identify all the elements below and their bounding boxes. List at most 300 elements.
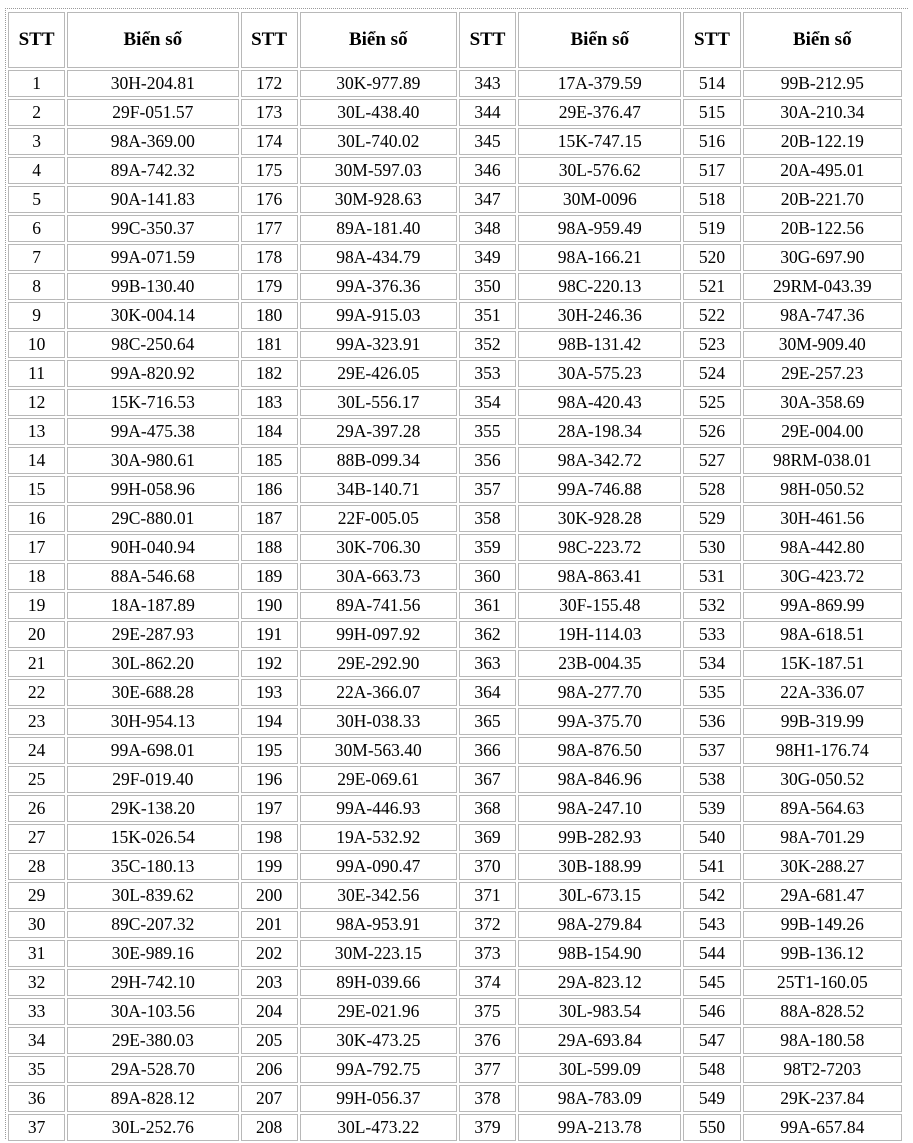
plate-cell: 29A-397.28	[300, 418, 457, 445]
plate-cell: 30M-0096	[518, 186, 681, 213]
plate-cell: 98C-220.13	[518, 273, 681, 300]
table-row	[8, 447, 902, 474]
plate-cell: 30K-977.89	[300, 70, 457, 97]
plate-cell: 30M-909.40	[743, 331, 902, 358]
stt-cell: 532	[683, 592, 740, 619]
stt-cell: 32	[8, 969, 65, 996]
plate-cell: 30A-210.34	[743, 99, 902, 126]
stt-cell: 18	[8, 563, 65, 590]
stt-cell: 184	[241, 418, 298, 445]
plate-header: Biển số	[67, 12, 238, 68]
stt-cell: 536	[683, 708, 740, 735]
plate-cell: 99B-149.26	[743, 911, 902, 938]
stt-cell: 379	[459, 1114, 516, 1141]
stt-cell: 351	[459, 302, 516, 329]
plate-cell: 99A-698.01	[67, 737, 238, 764]
plate-cell: 30L-599.09	[518, 1056, 681, 1083]
plate-cell: 98A-846.96	[518, 766, 681, 793]
plate-cell: 30L-983.54	[518, 998, 681, 1025]
plate-cell: 99B-212.95	[743, 70, 902, 97]
stt-header: STT	[8, 12, 65, 68]
stt-cell: 203	[241, 969, 298, 996]
stt-cell: 366	[459, 737, 516, 764]
stt-cell: 528	[683, 476, 740, 503]
stt-cell: 354	[459, 389, 516, 416]
stt-header: STT	[683, 12, 740, 68]
plate-cell: 98H1-176.74	[743, 737, 902, 764]
stt-cell: 517	[683, 157, 740, 184]
plate-cell: 98RM-038.01	[743, 447, 902, 474]
table-row	[8, 360, 902, 387]
plate-cell: 99A-869.99	[743, 592, 902, 619]
stt-cell: 515	[683, 99, 740, 126]
plate-cell: 99A-090.47	[300, 853, 457, 880]
plate-cell: 29H-742.10	[67, 969, 238, 996]
plate-cell: 98A-369.00	[67, 128, 238, 155]
table-row	[8, 766, 902, 793]
plate-cell: 22A-336.07	[743, 679, 902, 706]
plate-cell: 30H-038.33	[300, 708, 457, 735]
stt-cell: 526	[683, 418, 740, 445]
plate-cell: 30G-423.72	[743, 563, 902, 590]
stt-cell: 6	[8, 215, 65, 242]
plate-cell: 30M-223.15	[300, 940, 457, 967]
table-row	[8, 215, 902, 242]
plate-cell: 29E-380.03	[67, 1027, 238, 1054]
stt-cell: 174	[241, 128, 298, 155]
table-row	[8, 331, 902, 358]
plate-cell: 29E-069.61	[300, 766, 457, 793]
plate-cell: 99B-136.12	[743, 940, 902, 967]
plate-cell: 98A-747.36	[743, 302, 902, 329]
stt-cell: 179	[241, 273, 298, 300]
plate-cell: 15K-026.54	[67, 824, 238, 851]
plate-cell: 30L-556.17	[300, 389, 457, 416]
plate-cell: 99H-097.92	[300, 621, 457, 648]
stt-cell: 193	[241, 679, 298, 706]
plate-cell: 30K-706.30	[300, 534, 457, 561]
plate-cell: 99B-282.93	[518, 824, 681, 851]
plate-cell: 29A-693.84	[518, 1027, 681, 1054]
stt-cell: 348	[459, 215, 516, 242]
stt-cell: 368	[459, 795, 516, 822]
stt-cell: 345	[459, 128, 516, 155]
table-row	[8, 389, 902, 416]
stt-cell: 370	[459, 853, 516, 880]
table-row	[8, 824, 902, 851]
stt-cell: 361	[459, 592, 516, 619]
stt-cell: 192	[241, 650, 298, 677]
stt-cell: 344	[459, 99, 516, 126]
plate-cell: 99A-657.84	[743, 1114, 902, 1141]
stt-cell: 31	[8, 940, 65, 967]
stt-cell: 11	[8, 360, 65, 387]
stt-cell: 375	[459, 998, 516, 1025]
plate-cell: 30H-204.81	[67, 70, 238, 97]
table-row	[8, 186, 902, 213]
stt-cell: 540	[683, 824, 740, 851]
plate-cell: 29C-880.01	[67, 505, 238, 532]
table-row	[8, 273, 902, 300]
stt-cell: 27	[8, 824, 65, 851]
plate-cell: 98A-279.84	[518, 911, 681, 938]
stt-cell: 350	[459, 273, 516, 300]
plate-cell: 29RM-043.39	[743, 273, 902, 300]
stt-cell: 364	[459, 679, 516, 706]
plate-cell: 29E-292.90	[300, 650, 457, 677]
stt-cell: 188	[241, 534, 298, 561]
license-plate-table	[6, 10, 904, 1143]
plate-cell: 99A-475.38	[67, 418, 238, 445]
plate-cell: 30A-358.69	[743, 389, 902, 416]
stt-cell: 527	[683, 447, 740, 474]
plate-cell: 34B-140.71	[300, 476, 457, 503]
stt-cell: 522	[683, 302, 740, 329]
stt-cell: 349	[459, 244, 516, 271]
stt-cell: 529	[683, 505, 740, 532]
stt-cell: 346	[459, 157, 516, 184]
table-row	[8, 940, 902, 967]
stt-cell: 3	[8, 128, 65, 155]
stt-cell: 178	[241, 244, 298, 271]
plate-cell: 99A-915.03	[300, 302, 457, 329]
stt-cell: 196	[241, 766, 298, 793]
plate-cell: 30L-673.15	[518, 882, 681, 909]
stt-cell: 378	[459, 1085, 516, 1112]
plate-cell: 89A-828.12	[67, 1085, 238, 1112]
stt-cell: 550	[683, 1114, 740, 1141]
stt-cell: 358	[459, 505, 516, 532]
stt-cell: 198	[241, 824, 298, 851]
plate-cell: 98A-863.41	[518, 563, 681, 590]
plate-cell: 30L-252.76	[67, 1114, 238, 1141]
plate-cell: 99A-820.92	[67, 360, 238, 387]
plate-cell: 30K-928.28	[518, 505, 681, 532]
plate-cell: 30M-597.03	[300, 157, 457, 184]
stt-cell: 175	[241, 157, 298, 184]
plate-cell: 30H-954.13	[67, 708, 238, 735]
stt-cell: 187	[241, 505, 298, 532]
stt-cell: 177	[241, 215, 298, 242]
stt-cell: 173	[241, 99, 298, 126]
table-row	[8, 737, 902, 764]
stt-cell: 525	[683, 389, 740, 416]
plate-cell: 98A-783.09	[518, 1085, 681, 1112]
plate-cell: 22F-005.05	[300, 505, 457, 532]
plate-cell: 98A-442.80	[743, 534, 902, 561]
table-row	[8, 853, 902, 880]
plate-cell: 15K-747.15	[518, 128, 681, 155]
plate-cell: 29K-138.20	[67, 795, 238, 822]
stt-cell: 535	[683, 679, 740, 706]
stt-cell: 182	[241, 360, 298, 387]
stt-cell: 547	[683, 1027, 740, 1054]
stt-cell: 19	[8, 592, 65, 619]
stt-cell: 374	[459, 969, 516, 996]
stt-cell: 21	[8, 650, 65, 677]
plate-header: Biển số	[300, 12, 457, 68]
stt-cell: 7	[8, 244, 65, 271]
plate-cell: 89A-741.56	[300, 592, 457, 619]
plate-cell: 30L-862.20	[67, 650, 238, 677]
table-row	[8, 534, 902, 561]
plate-cell: 99B-130.40	[67, 273, 238, 300]
plate-cell: 98A-420.43	[518, 389, 681, 416]
plate-cell: 29K-237.84	[743, 1085, 902, 1112]
stt-cell: 13	[8, 418, 65, 445]
plate-cell: 30G-050.52	[743, 766, 902, 793]
table-row	[8, 1027, 902, 1054]
plate-cell: 29E-004.00	[743, 418, 902, 445]
plate-cell: 18A-187.89	[67, 592, 238, 619]
plate-cell: 28A-198.34	[518, 418, 681, 445]
stt-cell: 373	[459, 940, 516, 967]
stt-cell: 542	[683, 882, 740, 909]
plate-cell: 29F-051.57	[67, 99, 238, 126]
stt-cell: 377	[459, 1056, 516, 1083]
plate-cell: 99A-323.91	[300, 331, 457, 358]
plate-cell: 23B-004.35	[518, 650, 681, 677]
plate-cell: 90H-040.94	[67, 534, 238, 561]
stt-cell: 355	[459, 418, 516, 445]
stt-cell: 347	[459, 186, 516, 213]
plate-cell: 15K-187.51	[743, 650, 902, 677]
plate-cell: 30H-461.56	[743, 505, 902, 532]
table-body	[8, 70, 902, 1141]
stt-cell: 372	[459, 911, 516, 938]
stt-cell: 538	[683, 766, 740, 793]
table-row	[8, 882, 902, 909]
plate-cell: 29A-681.47	[743, 882, 902, 909]
plate-cell: 98H-050.52	[743, 476, 902, 503]
stt-cell: 36	[8, 1085, 65, 1112]
plate-cell: 98A-701.29	[743, 824, 902, 851]
stt-cell: 197	[241, 795, 298, 822]
plate-cell: 30L-839.62	[67, 882, 238, 909]
stt-cell: 369	[459, 824, 516, 851]
stt-cell: 518	[683, 186, 740, 213]
stt-cell: 376	[459, 1027, 516, 1054]
stt-cell: 207	[241, 1085, 298, 1112]
stt-cell: 205	[241, 1027, 298, 1054]
stt-cell: 26	[8, 795, 65, 822]
stt-cell: 523	[683, 331, 740, 358]
stt-cell: 4	[8, 157, 65, 184]
stt-cell: 172	[241, 70, 298, 97]
plate-cell: 98C-223.72	[518, 534, 681, 561]
plate-cell: 30G-697.90	[743, 244, 902, 271]
plate-cell: 98A-953.91	[300, 911, 457, 938]
stt-cell: 533	[683, 621, 740, 648]
stt-cell: 34	[8, 1027, 65, 1054]
plate-cell: 20B-122.19	[743, 128, 902, 155]
table-row	[8, 244, 902, 271]
stt-cell: 176	[241, 186, 298, 213]
stt-cell: 363	[459, 650, 516, 677]
plate-cell: 89A-181.40	[300, 215, 457, 242]
plate-cell: 99A-375.70	[518, 708, 681, 735]
table-row	[8, 795, 902, 822]
plate-cell: 99A-213.78	[518, 1114, 681, 1141]
table-row	[8, 679, 902, 706]
stt-cell: 17	[8, 534, 65, 561]
stt-cell: 208	[241, 1114, 298, 1141]
stt-cell: 521	[683, 273, 740, 300]
stt-cell: 206	[241, 1056, 298, 1083]
stt-cell: 343	[459, 70, 516, 97]
stt-cell: 29	[8, 882, 65, 909]
table-row	[8, 1114, 902, 1141]
plate-cell: 98B-154.90	[518, 940, 681, 967]
stt-cell: 181	[241, 331, 298, 358]
plate-cell: 25T1-160.05	[743, 969, 902, 996]
plate-cell: 35C-180.13	[67, 853, 238, 880]
plate-cell: 22A-366.07	[300, 679, 457, 706]
stt-cell: 371	[459, 882, 516, 909]
stt-cell: 365	[459, 708, 516, 735]
plate-cell: 19H-114.03	[518, 621, 681, 648]
plate-cell: 99A-746.88	[518, 476, 681, 503]
plate-cell: 88A-546.68	[67, 563, 238, 590]
stt-cell: 28	[8, 853, 65, 880]
plate-cell: 20B-221.70	[743, 186, 902, 213]
plate-cell: 29F-019.40	[67, 766, 238, 793]
plate-cell: 30E-688.28	[67, 679, 238, 706]
stt-cell: 201	[241, 911, 298, 938]
stt-cell: 37	[8, 1114, 65, 1141]
stt-cell: 537	[683, 737, 740, 764]
stt-cell: 202	[241, 940, 298, 967]
plate-cell: 89A-742.32	[67, 157, 238, 184]
stt-header: STT	[241, 12, 298, 68]
stt-cell: 546	[683, 998, 740, 1025]
stt-cell: 25	[8, 766, 65, 793]
plate-cell: 99A-446.93	[300, 795, 457, 822]
plate-cell: 20A-495.01	[743, 157, 902, 184]
stt-cell: 352	[459, 331, 516, 358]
stt-cell: 359	[459, 534, 516, 561]
stt-cell: 185	[241, 447, 298, 474]
plate-cell: 29A-823.12	[518, 969, 681, 996]
stt-cell: 189	[241, 563, 298, 590]
plate-cell: 15K-716.53	[67, 389, 238, 416]
plate-cell: 30H-246.36	[518, 302, 681, 329]
stt-cell: 543	[683, 911, 740, 938]
plate-cell: 30A-575.23	[518, 360, 681, 387]
stt-cell: 549	[683, 1085, 740, 1112]
table-row	[8, 476, 902, 503]
plate-cell: 98A-166.21	[518, 244, 681, 271]
plate-cell: 29E-376.47	[518, 99, 681, 126]
plate-cell: 89H-039.66	[300, 969, 457, 996]
plate-cell: 30E-342.56	[300, 882, 457, 909]
stt-cell: 514	[683, 70, 740, 97]
stt-cell: 1	[8, 70, 65, 97]
table-row	[8, 302, 902, 329]
stt-cell: 539	[683, 795, 740, 822]
plate-cell: 99A-071.59	[67, 244, 238, 271]
plate-cell: 98A-434.79	[300, 244, 457, 271]
plate-header: Biển số	[518, 12, 681, 68]
plate-cell: 30K-473.25	[300, 1027, 457, 1054]
plate-cell: 29E-287.93	[67, 621, 238, 648]
stt-cell: 520	[683, 244, 740, 271]
plate-cell: 99H-058.96	[67, 476, 238, 503]
header-row	[8, 12, 902, 68]
stt-cell: 200	[241, 882, 298, 909]
plate-cell: 30A-980.61	[67, 447, 238, 474]
stt-cell: 10	[8, 331, 65, 358]
plate-cell: 90A-141.83	[67, 186, 238, 213]
plate-cell: 30K-004.14	[67, 302, 238, 329]
stt-cell: 186	[241, 476, 298, 503]
plate-cell: 99A-792.75	[300, 1056, 457, 1083]
stt-cell: 12	[8, 389, 65, 416]
plate-cell: 29E-257.23	[743, 360, 902, 387]
plate-cell: 98A-876.50	[518, 737, 681, 764]
stt-cell: 531	[683, 563, 740, 590]
plate-cell: 98A-618.51	[743, 621, 902, 648]
plate-cell: 29E-021.96	[300, 998, 457, 1025]
stt-cell: 516	[683, 128, 740, 155]
stt-cell: 30	[8, 911, 65, 938]
plate-cell: 98A-959.49	[518, 215, 681, 242]
plate-cell: 89A-564.63	[743, 795, 902, 822]
plate-cell: 29A-528.70	[67, 1056, 238, 1083]
stt-cell: 353	[459, 360, 516, 387]
table-row	[8, 969, 902, 996]
plate-cell: 99B-319.99	[743, 708, 902, 735]
table-row	[8, 70, 902, 97]
stt-cell: 22	[8, 679, 65, 706]
stt-cell: 16	[8, 505, 65, 532]
stt-cell: 20	[8, 621, 65, 648]
stt-cell: 544	[683, 940, 740, 967]
stt-cell: 15	[8, 476, 65, 503]
plate-cell: 19A-532.92	[300, 824, 457, 851]
stt-cell: 541	[683, 853, 740, 880]
table-row	[8, 563, 902, 590]
stt-cell: 367	[459, 766, 516, 793]
plate-cell: 98A-247.10	[518, 795, 681, 822]
stt-cell: 204	[241, 998, 298, 1025]
plate-cell: 30L-740.02	[300, 128, 457, 155]
plate-cell: 99H-056.37	[300, 1085, 457, 1112]
stt-cell: 33	[8, 998, 65, 1025]
plate-cell: 30K-288.27	[743, 853, 902, 880]
plate-cell: 99A-376.36	[300, 273, 457, 300]
stt-cell: 362	[459, 621, 516, 648]
stt-cell: 14	[8, 447, 65, 474]
stt-cell: 24	[8, 737, 65, 764]
table-row	[8, 998, 902, 1025]
table-row	[8, 1085, 902, 1112]
stt-cell: 519	[683, 215, 740, 242]
plate-cell: 30A-103.56	[67, 998, 238, 1025]
stt-cell: 35	[8, 1056, 65, 1083]
stt-cell: 524	[683, 360, 740, 387]
plate-cell: 17A-379.59	[518, 70, 681, 97]
plate-cell: 89C-207.32	[67, 911, 238, 938]
plate-cell: 88A-828.52	[743, 998, 902, 1025]
plate-cell: 98B-131.42	[518, 331, 681, 358]
stt-cell: 2	[8, 99, 65, 126]
plate-cell: 29E-426.05	[300, 360, 457, 387]
stt-cell: 180	[241, 302, 298, 329]
stt-cell: 545	[683, 969, 740, 996]
stt-cell: 534	[683, 650, 740, 677]
stt-cell: 357	[459, 476, 516, 503]
